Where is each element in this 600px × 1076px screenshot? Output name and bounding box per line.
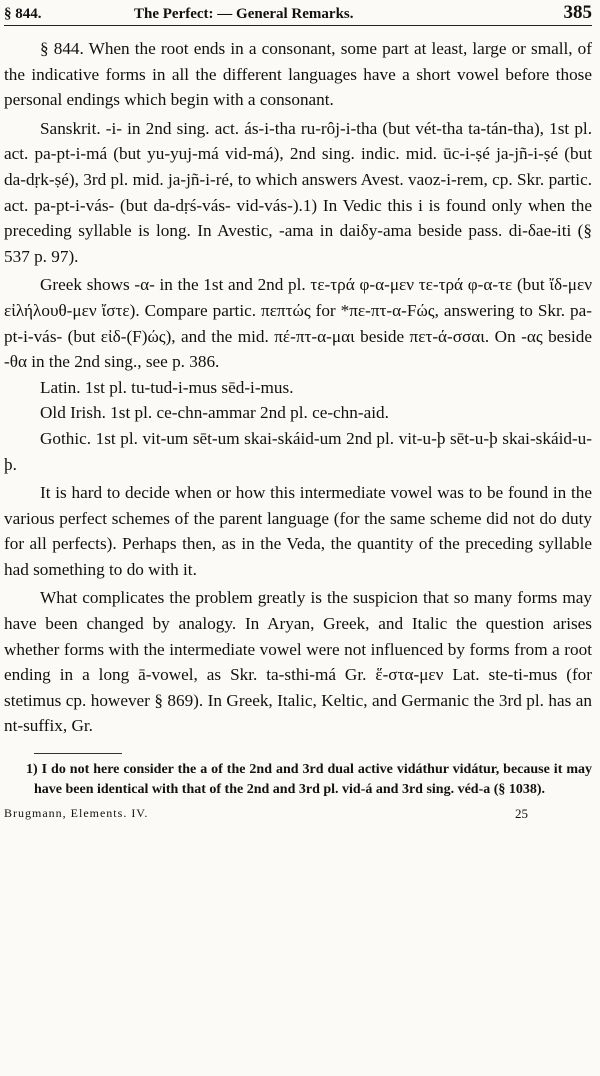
header-rule <box>4 25 592 26</box>
main-text <box>4 36 592 739</box>
paragraph: § 844. When the root ends in a consonant, some part at least, large or small, of the indicative forms in all the different languages have a short vowel before those personal endings which begin with a consonant. <box>4 39 592 110</box>
printer-signature: Brugmann, Elements. IV. <box>4 806 149 821</box>
running-header <box>4 0 592 22</box>
paragraph: It is hard to decide when or how this intermediate vowel was to be found in the various perfect schemes of the parent language (for the same scheme did not do duty for all perfects). Perhaps then, as in the Veda, the quantity of the preceding syllable had something to do with it. <box>4 483 592 579</box>
footnote-rule <box>34 753 122 754</box>
paragraph: Sanskrit. -i- in 2nd sing. act. ás-i-tha ru-rôj-i-tha (but vét-tha ta-tán-tha), 1st pl. act. pa-pt-i-má (but yu-yuj-má vid-má), 2nd sing. indic. mid. ūc-i-ṣé ja-jñ-i-ṣé (but da-dṛk-ṣé), 3rd pl. mid. ja-jñ-i-ré, to which answers Avest. vaoz-i-rem, cp. Skr. partic. act. pa-pt-i-vás- (but da-dṛś-vás- vid-vás-).1) In Vedic this i is found only when the preceding syllable is long. In Avestic, -ama in daiδy-ama beside pass. di-δae-iti (§ 537 p. 97). <box>4 118 592 266</box>
page-number: 385 <box>563 2 592 23</box>
footnote: 1) I do not here consider the a of the 2nd and 3rd dual active vidáthur vidátur, because it may have been identical with that of the 2nd and 3rd pl. vid-á and 3rd sing. véd-a (§ 1038). <box>26 762 592 798</box>
paragraph: Old Irish. 1st pl. ce-chn-ammar 2nd pl. ce-chn-aid. <box>40 403 389 423</box>
page-footer <box>4 806 592 822</box>
sheet-number: 25 <box>515 806 528 822</box>
paragraph: What complicates the problem greatly is the suspicion that so many forms may have been changed by analogy. In Aryan, Greek, and Italic the question arises whether forms with the intermediate vowel were not influenced by forms from a root ending in a long ā-vowel, as Skr. ta-sthi-má Gr. ἕ-στα-μεν Lat. ste-ti-mus (for stetimus cp. however § 869). In Greek, Italic, Keltic, and Germanic the 3rd pl. has an nt-suffix, Gr. <box>4 588 592 736</box>
paragraph: Greek shows -α- in the 1st and 2nd pl. τε-τρά φ-α-μεν τε-τρά φ-α-τε (but ἴδ-μεν εἰλήλουθ-μεν ἴστε). Compare partic. πεπτώς for *πε-πτ-α-Fώς, answering to Skr. pa-pt-i-vás- (but εἰδ-(F)ώς), and the mid. πέ-πτ-α-μαι beside πετ-ά-σσαι. On -ας beside -θα in the 2nd sing., see p. 386. <box>4 275 592 372</box>
header-title: The Perfect: — General Remarks. <box>134 6 354 22</box>
paragraph: Latin. 1st pl. tu-tud-i-mus sēd-i-mus. <box>40 377 294 397</box>
paragraph: Gothic. 1st pl. vit-um sēt-um skai-skáid-um 2nd pl. vit-u-þ sēt-u-þ skai-skáid-u-þ. <box>4 428 592 474</box>
header-section: § 844. <box>4 6 42 22</box>
